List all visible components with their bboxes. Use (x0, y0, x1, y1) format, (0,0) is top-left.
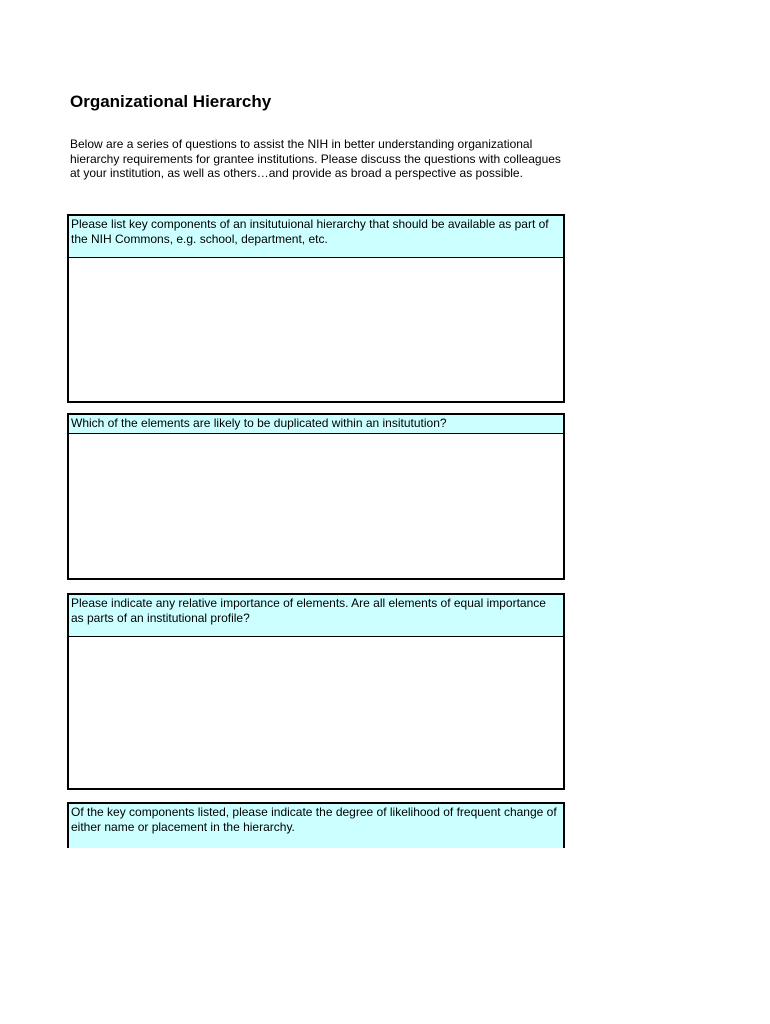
question-4-box (67, 802, 565, 848)
question-4-prompt: Of the key components listed, please indicate the degree of likelihood of frequent change of either name or placement in the hierarchy. (69, 804, 563, 848)
question-2-prompt: Which of the elements are likely to be duplicated within an insitutution? (69, 415, 563, 434)
question-3-prompt: Please indicate any relative importance of elements. Are all elements of equal importance as parts of an institutional profile? (69, 595, 563, 637)
question-2-box (67, 413, 565, 580)
page-title: Organizational Hierarchy (70, 92, 272, 111)
question-3-box (67, 593, 565, 790)
question-1-box (67, 214, 565, 403)
question-1-prompt: Please list key components of an insitutuional hierarchy that should be available as part of the NIH Commons, e.g. school, department, etc. (69, 216, 563, 258)
question-3-answer-field[interactable] (69, 637, 563, 788)
intro-paragraph: Below are a series of questions to assist the NIH in better understanding organizational hierarchy requirements for grantee institutions. Please discuss the questions with colleagues at your institution, as well as others…and provide as broad a perspective as possible. (70, 137, 561, 181)
question-1-answer-field[interactable] (69, 258, 563, 401)
question-2-answer-field[interactable] (69, 434, 563, 578)
